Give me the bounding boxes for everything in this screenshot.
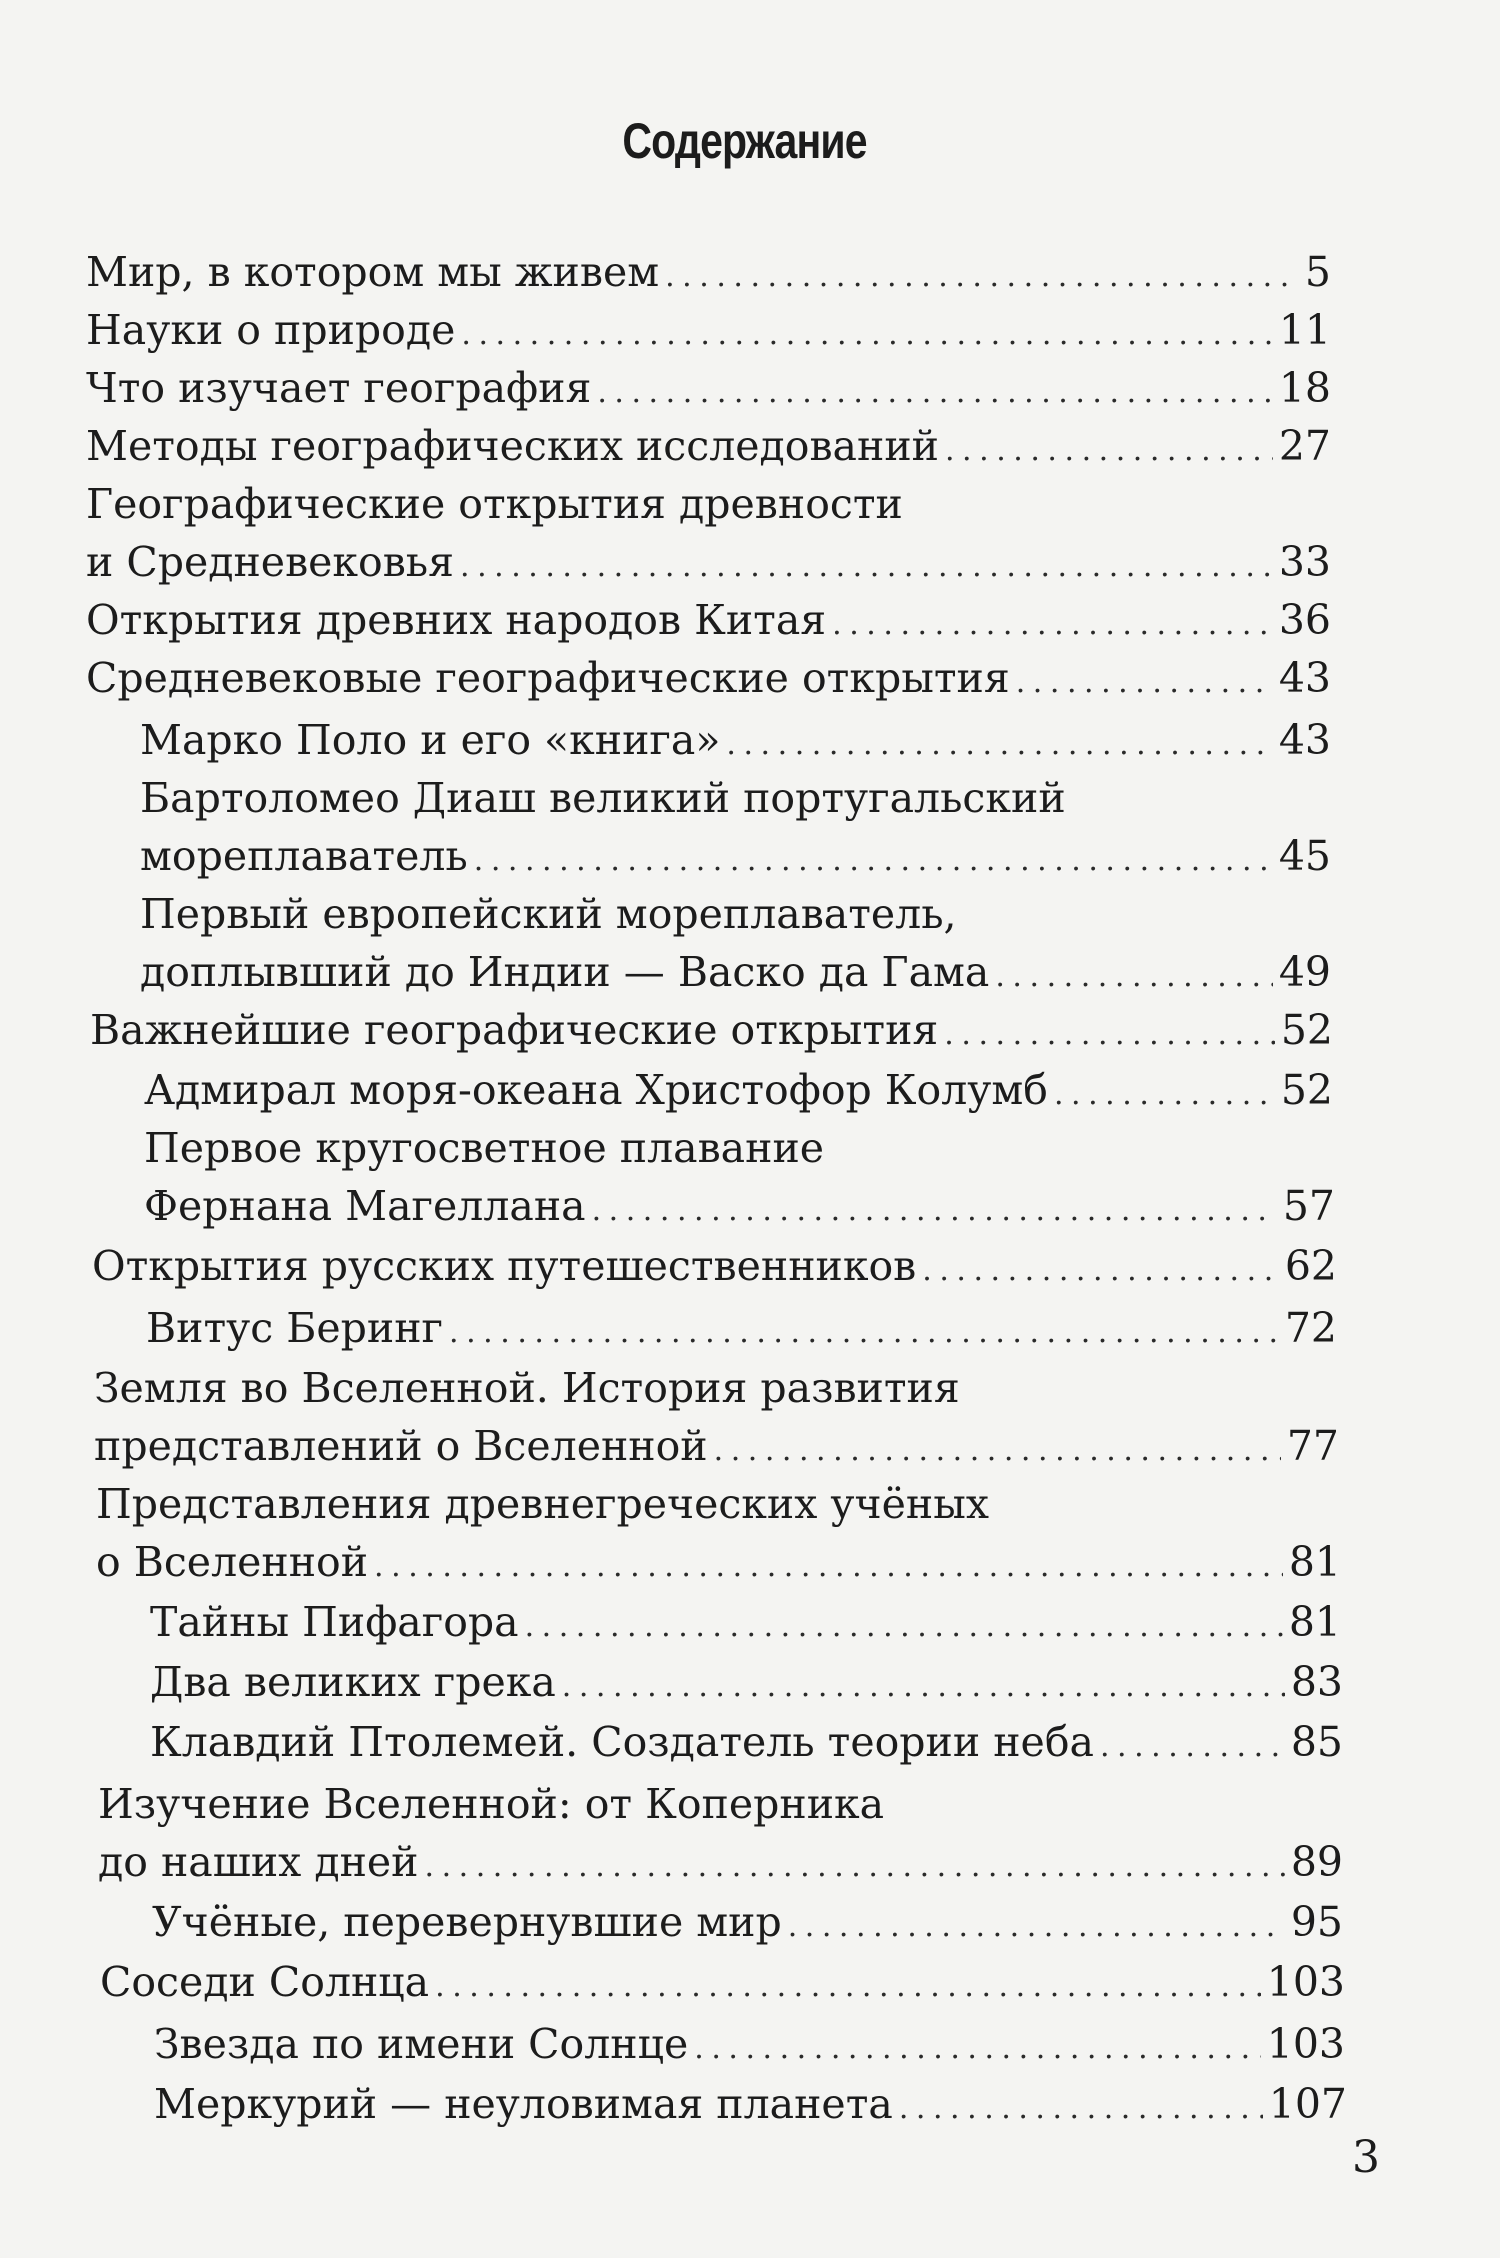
dot-leader xyxy=(461,300,1272,365)
toc-entry xyxy=(98,1832,1343,1897)
toc-entry-page: 95 xyxy=(1290,1898,1343,1946)
dot-leader xyxy=(694,2014,1260,2079)
toc-entry-page: 11 xyxy=(1278,306,1331,354)
toc-entry-page: 62 xyxy=(1284,1242,1337,1290)
page-title: Содержание xyxy=(622,113,867,169)
toc-entry-page: 27 xyxy=(1278,422,1331,470)
toc-entry-page: 33 xyxy=(1278,538,1331,586)
dot-leader xyxy=(525,1592,1283,1657)
dot-leader xyxy=(435,1952,1261,2017)
toc-entry-page: 49 xyxy=(1278,948,1331,996)
dot-leader xyxy=(474,826,1273,891)
dot-leader xyxy=(788,1892,1285,1957)
toc-entry-title: Науки о природе xyxy=(86,306,456,354)
toc-entry-title: Звезда по имени Солнце xyxy=(154,2020,689,2068)
toc-entry-title-line: Бартоломео Диаш великий португальский xyxy=(140,774,1066,822)
toc-entry-page: 52 xyxy=(1280,1066,1333,1114)
toc-entry-page: 103 xyxy=(1266,2020,1345,2068)
toc-entry xyxy=(86,590,1331,655)
toc-entry xyxy=(86,300,1331,365)
toc-entry-title: Клавдий Птолемей. Создатель теории неба xyxy=(150,1718,1094,1766)
toc-entry-page: 52 xyxy=(1280,1006,1333,1054)
toc-entry-title: Два великих грека xyxy=(150,1658,556,1706)
toc-entry-title: представлений о Вселенной xyxy=(94,1422,708,1470)
toc-entry-title: Витус Беринг xyxy=(146,1304,444,1352)
toc-subentry xyxy=(144,1176,1335,1241)
dot-leader xyxy=(899,2074,1263,2139)
toc-entry-page: 45 xyxy=(1278,832,1331,880)
dot-leader xyxy=(374,1532,1283,1597)
dot-leader xyxy=(922,1236,1279,1301)
toc-entry-title: Учёные, перевернувшие мир xyxy=(152,1898,782,1946)
toc-entry xyxy=(96,1532,1341,1597)
toc-entry-page: 18 xyxy=(1278,364,1331,412)
toc-subentry xyxy=(154,2014,1345,2079)
toc-entry-title-line: Представления древнегреческих учёных xyxy=(96,1480,989,1528)
toc-entry-title: Соседи Солнца xyxy=(100,1958,430,2006)
toc-entry-page: 85 xyxy=(1290,1718,1343,1766)
toc-entry-title: мореплаватель xyxy=(140,832,468,880)
toc-entry-title: Методы географических исследований xyxy=(86,422,939,470)
dot-leader xyxy=(1054,1060,1275,1125)
toc-entry-page: 83 xyxy=(1290,1658,1343,1706)
toc-subentry xyxy=(150,1592,1341,1657)
dot-leader xyxy=(460,532,1273,597)
toc-entry xyxy=(86,416,1331,481)
toc-subentry xyxy=(140,826,1331,891)
toc-entry-title-line: Первый европейский мореплаватель, xyxy=(140,890,957,938)
toc-entry-title: Адмирал моря-океана Христофор Колумб xyxy=(144,1066,1048,1114)
toc-entry-title: Фернана Магеллана xyxy=(144,1182,586,1230)
toc-entry-title: Марко Поло и его «книга» xyxy=(140,716,721,764)
dot-leader xyxy=(944,1000,1275,1065)
toc-subentry xyxy=(152,1892,1343,1957)
toc-entry-page: 89 xyxy=(1290,1838,1343,1886)
toc-entry-title: Мир, в котором мы живем xyxy=(86,248,660,296)
toc-entry-page: 43 xyxy=(1278,716,1331,764)
page-number: 3 xyxy=(1352,2132,1380,2183)
dot-leader xyxy=(592,1176,1277,1241)
toc-entry-title: о Вселенной xyxy=(96,1538,369,1586)
toc-subentry xyxy=(154,2074,1347,2139)
toc-entry xyxy=(92,1236,1337,1301)
toc-entry xyxy=(86,648,1331,713)
toc-entry-title: Что изучает география xyxy=(86,364,592,412)
toc-subentry xyxy=(150,1712,1343,1777)
dot-leader xyxy=(425,1832,1285,1897)
toc-entry-page: 81 xyxy=(1288,1538,1341,1586)
toc-entry-page: 107 xyxy=(1268,2080,1347,2128)
toc-entry-page: 72 xyxy=(1284,1304,1337,1352)
toc-entry-title: Открытия древних народов Китая xyxy=(86,596,827,644)
dot-leader xyxy=(597,358,1273,423)
toc-entry-title-line: Изучение Вселенной: от Коперника xyxy=(98,1780,885,1828)
dot-leader xyxy=(726,710,1272,775)
toc-entry-title-line: Географические открытия древности xyxy=(86,480,903,528)
toc-entry-page: 5 xyxy=(1304,248,1331,296)
dot-leader xyxy=(449,1298,1279,1363)
toc-entry-page: 57 xyxy=(1282,1182,1335,1230)
toc-entry-page: 43 xyxy=(1278,654,1331,702)
toc-entry-title: доплывший до Индии — Васко да Гама xyxy=(140,948,990,996)
dot-leader xyxy=(714,1416,1281,1481)
dot-leader xyxy=(665,242,1299,307)
toc-entry xyxy=(86,532,1331,597)
toc-entry xyxy=(86,358,1331,423)
dot-leader xyxy=(1100,1712,1285,1777)
toc-subentry xyxy=(144,1060,1333,1125)
toc-entry-title: Меркурий — неуловимая планета xyxy=(154,2080,893,2128)
toc-entry-title-line: Первое кругосветное плавание xyxy=(144,1124,825,1172)
toc-entry-title: Тайны Пифагора xyxy=(150,1598,519,1646)
toc-entry-page: 81 xyxy=(1288,1598,1341,1646)
dot-leader xyxy=(995,942,1272,1007)
dot-leader xyxy=(945,416,1273,481)
dot-leader xyxy=(562,1652,1285,1717)
toc-entry-title: Открытия русских путешественников xyxy=(92,1242,917,1290)
toc-entry xyxy=(94,1416,1339,1481)
toc-subentry xyxy=(140,942,1331,1007)
toc-entry-title: до наших дней xyxy=(98,1838,419,1886)
toc-entry-title: Средневековые географические открытия xyxy=(86,654,1010,702)
toc-entry xyxy=(100,1952,1345,2017)
toc-entry-page: 103 xyxy=(1266,1958,1345,2006)
toc-entry xyxy=(86,242,1331,307)
toc-entry-title-line: Земля во Вселенной. История развития xyxy=(94,1364,960,1412)
toc-subentry xyxy=(150,1652,1343,1717)
toc-entry-page: 36 xyxy=(1278,596,1331,644)
dot-leader xyxy=(1016,648,1273,713)
toc-entry xyxy=(90,1000,1333,1065)
dot-leader xyxy=(832,590,1273,655)
toc-entry-title: Важнейшие географические открытия xyxy=(90,1006,939,1054)
toc-subentry xyxy=(140,710,1331,775)
toc-entry-page: 77 xyxy=(1286,1422,1339,1470)
toc-entry-title: и Средневековья xyxy=(86,538,454,586)
toc-subentry xyxy=(146,1298,1337,1363)
